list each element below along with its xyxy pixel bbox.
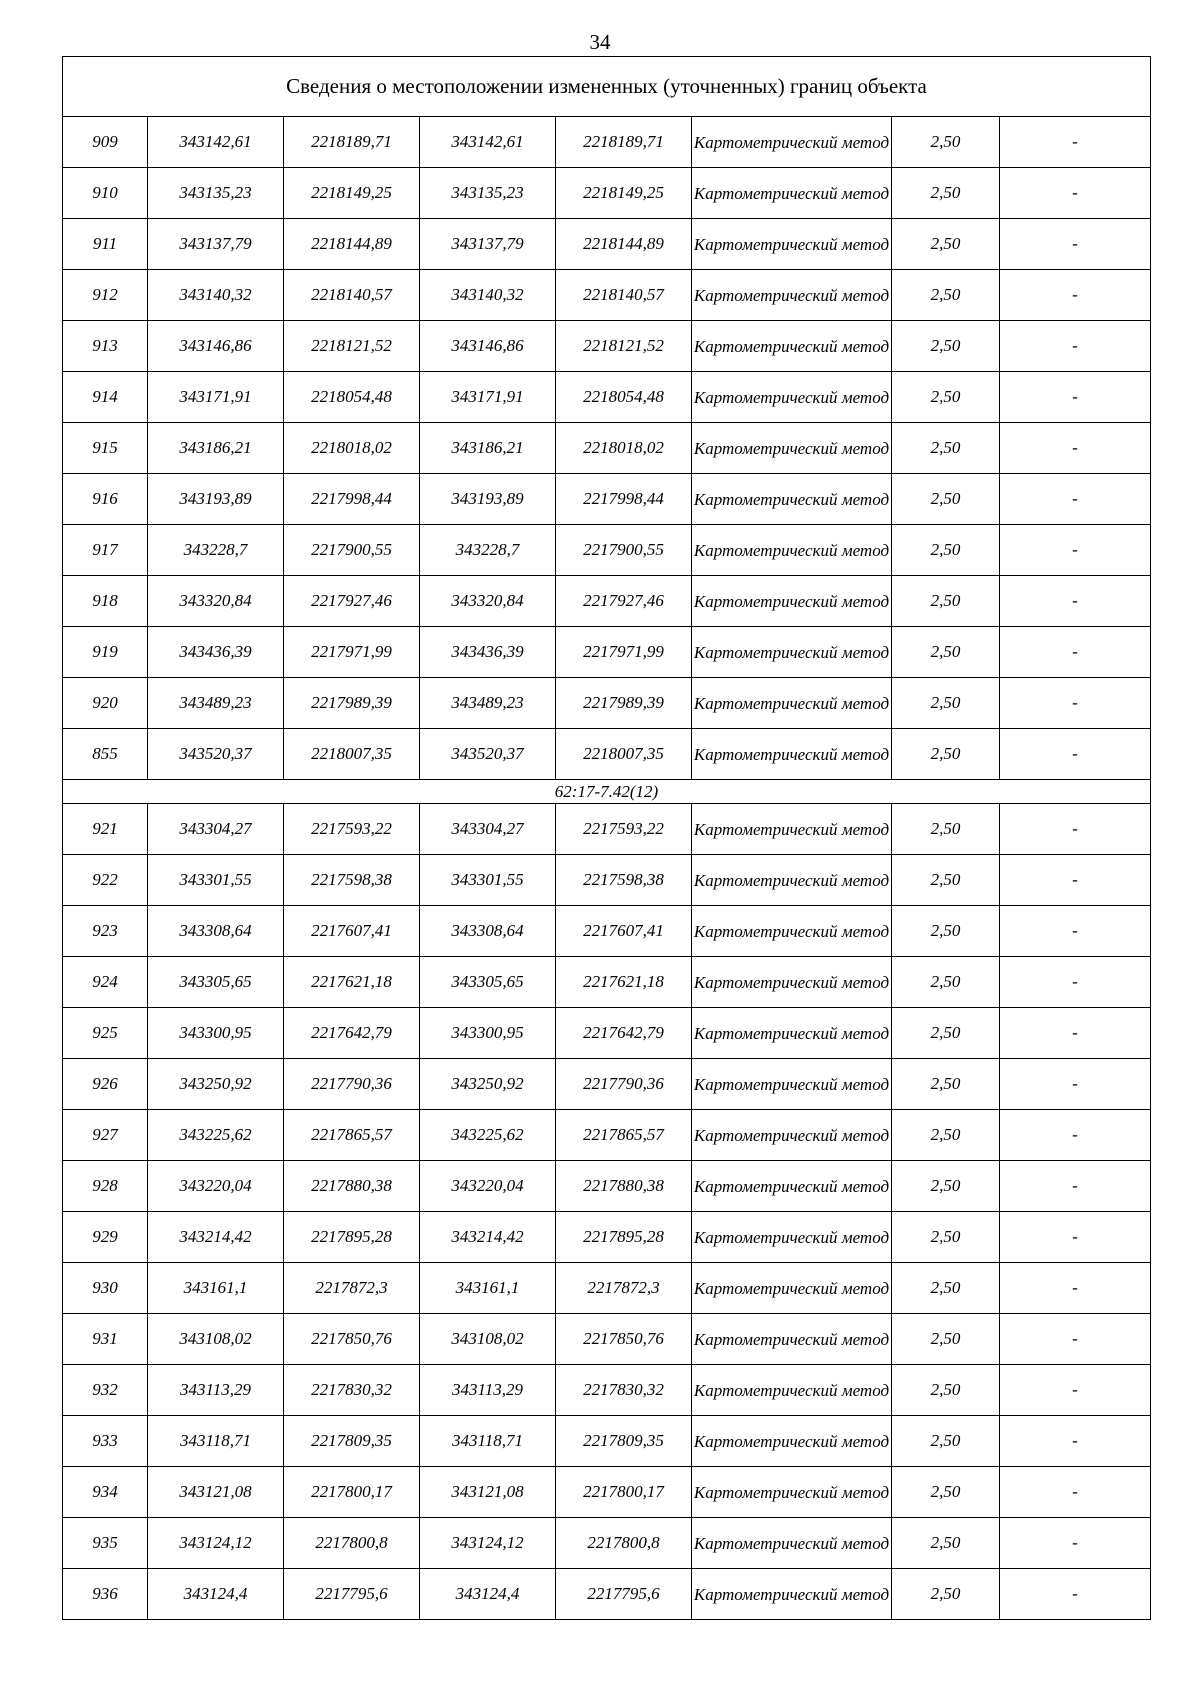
cell-point-number: 913 [63,321,148,372]
cell-description: - [1000,957,1151,1008]
cell-x-new: 343250,92 [420,1059,556,1110]
cell-y-new: 2217800,8 [556,1518,692,1569]
table-row [63,270,1151,321]
cell-accuracy: 2,50 [892,576,1000,627]
cell-y-new: 2217809,35 [556,1416,692,1467]
cell-y-new: 2218140,57 [556,270,692,321]
cell-accuracy: 2,50 [892,474,1000,525]
cell-x-existing: 343304,27 [148,804,284,855]
cell-x-existing: 343301,55 [148,855,284,906]
cell-x-new: 343436,39 [420,627,556,678]
cell-y-new: 2218121,52 [556,321,692,372]
cell-point-number: 933 [63,1416,148,1467]
cell-description: - [1000,474,1151,525]
cell-y-existing: 2218189,71 [284,117,420,168]
cell-method: Картометрический метод [692,1416,892,1467]
cell-point-number: 935 [63,1518,148,1569]
cell-accuracy: 2,50 [892,1161,1000,1212]
cell-point-number: 926 [63,1059,148,1110]
cell-method: Картометрический метод [692,372,892,423]
cell-x-new: 343121,08 [420,1467,556,1518]
cell-method: Картометрический метод [692,1569,892,1620]
cell-accuracy: 2,50 [892,372,1000,423]
cell-y-existing: 2217895,28 [284,1212,420,1263]
cell-description: - [1000,321,1151,372]
cell-y-new: 2217607,41 [556,906,692,957]
cell-y-new: 2218189,71 [556,117,692,168]
cell-x-existing: 343140,32 [148,270,284,321]
cell-point-number: 929 [63,1212,148,1263]
table-row [63,372,1151,423]
cell-x-existing: 343137,79 [148,219,284,270]
cell-y-existing: 2218149,25 [284,168,420,219]
cell-point-number: 932 [63,1365,148,1416]
cell-y-existing: 2217795,6 [284,1569,420,1620]
cell-description: - [1000,168,1151,219]
cell-x-existing: 343108,02 [148,1314,284,1365]
cell-y-existing: 2217598,38 [284,855,420,906]
cell-method: Картометрический метод [692,270,892,321]
cell-y-new: 2217989,39 [556,678,692,729]
cell-point-number: 911 [63,219,148,270]
cell-x-new: 343193,89 [420,474,556,525]
cell-x-new: 343225,62 [420,1110,556,1161]
cell-accuracy: 2,50 [892,168,1000,219]
cell-accuracy: 2,50 [892,957,1000,1008]
cell-x-new: 343186,21 [420,423,556,474]
table-row [63,729,1151,780]
cell-accuracy: 2,50 [892,270,1000,321]
cell-x-new: 343135,23 [420,168,556,219]
cell-x-existing: 343308,64 [148,906,284,957]
cell-x-new: 343520,37 [420,729,556,780]
cell-point-number: 917 [63,525,148,576]
cell-y-new: 2218054,48 [556,372,692,423]
cell-description: - [1000,576,1151,627]
cell-description: - [1000,423,1151,474]
cell-accuracy: 2,50 [892,1518,1000,1569]
cell-point-number: 925 [63,1008,148,1059]
table-title-row [63,57,1151,117]
cell-x-new: 343113,29 [420,1365,556,1416]
cell-y-existing: 2217998,44 [284,474,420,525]
cell-description: - [1000,1569,1151,1620]
cell-point-number: 915 [63,423,148,474]
cell-description: - [1000,1110,1151,1161]
cell-y-existing: 2217593,22 [284,804,420,855]
table-row [63,678,1151,729]
cell-accuracy: 2,50 [892,729,1000,780]
cell-point-number: 921 [63,804,148,855]
cell-x-new: 343171,91 [420,372,556,423]
cell-method: Картометрический метод [692,1059,892,1110]
cell-x-new: 343140,32 [420,270,556,321]
table-title: Сведения о местоположении измененных (уточненных) границ объекта [63,57,1151,117]
table-row [63,117,1151,168]
cell-x-existing: 343305,65 [148,957,284,1008]
cell-x-new: 343124,4 [420,1569,556,1620]
cell-x-existing: 343220,04 [148,1161,284,1212]
cell-point-number: 923 [63,906,148,957]
cell-description: - [1000,729,1151,780]
cell-y-existing: 2217880,38 [284,1161,420,1212]
cell-y-existing: 2217800,17 [284,1467,420,1518]
cell-method: Картометрический метод [692,576,892,627]
cell-y-existing: 2217642,79 [284,1008,420,1059]
cell-accuracy: 2,50 [892,804,1000,855]
cell-method: Картометрический метод [692,525,892,576]
cell-y-existing: 2217900,55 [284,525,420,576]
cell-y-new: 2217642,79 [556,1008,692,1059]
cell-y-existing: 2217872,3 [284,1263,420,1314]
cell-y-new: 2217621,18 [556,957,692,1008]
cell-y-new: 2217872,3 [556,1263,692,1314]
cell-point-number: 930 [63,1263,148,1314]
cell-method: Картометрический метод [692,957,892,1008]
cell-x-existing: 343146,86 [148,321,284,372]
cell-point-number: 910 [63,168,148,219]
cell-x-existing: 343113,29 [148,1365,284,1416]
cell-x-existing: 343320,84 [148,576,284,627]
cell-description: - [1000,219,1151,270]
cell-y-existing: 2218144,89 [284,219,420,270]
table-row [63,1059,1151,1110]
cell-method: Картометрический метод [692,1263,892,1314]
cell-y-existing: 2217971,99 [284,627,420,678]
cell-method: Картометрический метод [692,219,892,270]
cell-x-new: 343142,61 [420,117,556,168]
cell-description: - [1000,627,1151,678]
cell-description: - [1000,1059,1151,1110]
cell-x-existing: 343142,61 [148,117,284,168]
cell-description: - [1000,372,1151,423]
cell-y-new: 2217998,44 [556,474,692,525]
cell-x-new: 343304,27 [420,804,556,855]
cell-method: Картометрический метод [692,1467,892,1518]
cell-x-existing: 343124,4 [148,1569,284,1620]
table-row [63,321,1151,372]
table-row [63,1416,1151,1467]
cell-point-number: 919 [63,627,148,678]
cell-method: Картометрический метод [692,1518,892,1569]
cell-y-existing: 2217830,32 [284,1365,420,1416]
cell-point-number: 928 [63,1161,148,1212]
cell-method: Картометрический метод [692,627,892,678]
cell-point-number: 920 [63,678,148,729]
cell-y-existing: 2217989,39 [284,678,420,729]
cell-method: Картометрический метод [692,474,892,525]
cell-y-new: 2218018,02 [556,423,692,474]
cell-x-new: 343489,23 [420,678,556,729]
page-number: 34 [589,30,611,54]
cell-point-number: 931 [63,1314,148,1365]
cell-description: - [1000,1008,1151,1059]
cell-y-new: 2218149,25 [556,168,692,219]
cell-point-number: 916 [63,474,148,525]
cell-accuracy: 2,50 [892,219,1000,270]
cell-x-new: 343320,84 [420,576,556,627]
table-row [63,423,1151,474]
table-row [63,1008,1151,1059]
cell-description: - [1000,804,1151,855]
cell-method: Картометрический метод [692,1212,892,1263]
cell-accuracy: 2,50 [892,423,1000,474]
cell-y-existing: 2218140,57 [284,270,420,321]
cell-x-existing: 343436,39 [148,627,284,678]
cell-method: Картометрический метод [692,321,892,372]
cell-description: - [1000,1416,1151,1467]
cell-y-existing: 2217607,41 [284,906,420,957]
cell-method: Картометрический метод [692,1161,892,1212]
table-row [63,1110,1151,1161]
cell-description: - [1000,117,1151,168]
table-row [63,627,1151,678]
cell-y-existing: 2217850,76 [284,1314,420,1365]
cell-method: Картометрический метод [692,678,892,729]
cell-description: - [1000,678,1151,729]
cell-x-existing: 343300,95 [148,1008,284,1059]
cell-y-new: 2217830,32 [556,1365,692,1416]
cell-x-new: 343161,1 [420,1263,556,1314]
cell-x-existing: 343489,23 [148,678,284,729]
cell-description: - [1000,1365,1151,1416]
cell-accuracy: 2,50 [892,1263,1000,1314]
cell-accuracy: 2,50 [892,627,1000,678]
cell-x-existing: 343228,7 [148,525,284,576]
table-row [63,1467,1151,1518]
cell-method: Картометрический метод [692,117,892,168]
cell-point-number: 914 [63,372,148,423]
cell-description: - [1000,1518,1151,1569]
cell-description: - [1000,855,1151,906]
cell-x-existing: 343124,12 [148,1518,284,1569]
table-row [63,957,1151,1008]
cell-x-new: 343137,79 [420,219,556,270]
cell-y-new: 2217598,38 [556,855,692,906]
cell-x-new: 343124,12 [420,1518,556,1569]
table-row [63,168,1151,219]
cell-point-number: 924 [63,957,148,1008]
cell-x-existing: 343118,71 [148,1416,284,1467]
table-row [63,906,1151,957]
cell-x-existing: 343214,42 [148,1212,284,1263]
cell-x-new: 343220,04 [420,1161,556,1212]
cell-method: Картометрический метод [692,855,892,906]
cell-description: - [1000,1467,1151,1518]
cell-x-new: 343118,71 [420,1416,556,1467]
cell-x-existing: 343193,89 [148,474,284,525]
cell-x-new: 343228,7 [420,525,556,576]
cell-accuracy: 2,50 [892,855,1000,906]
table-body [63,57,1151,1620]
cell-y-existing: 2218018,02 [284,423,420,474]
cell-method: Картометрический метод [692,906,892,957]
coordinates-table [62,56,1151,1620]
cell-y-existing: 2217927,46 [284,576,420,627]
cell-accuracy: 2,50 [892,1569,1000,1620]
table-row [63,1161,1151,1212]
cell-y-new: 2218144,89 [556,219,692,270]
cell-x-new: 343108,02 [420,1314,556,1365]
cell-y-new: 2217795,6 [556,1569,692,1620]
table-row [63,219,1151,270]
cell-y-existing: 2217865,57 [284,1110,420,1161]
cell-method: Картометрический метод [692,423,892,474]
table-row [63,1212,1151,1263]
cell-accuracy: 2,50 [892,1416,1000,1467]
table-row [63,1365,1151,1416]
cell-y-existing: 2218054,48 [284,372,420,423]
cell-x-existing: 343520,37 [148,729,284,780]
cell-y-new: 2217850,76 [556,1314,692,1365]
cell-point-number: 927 [63,1110,148,1161]
cell-y-existing: 2217790,36 [284,1059,420,1110]
cell-description: - [1000,525,1151,576]
cell-method: Картометрический метод [692,1008,892,1059]
cell-x-new: 343146,86 [420,321,556,372]
table-row [63,525,1151,576]
cell-y-new: 2218007,35 [556,729,692,780]
cell-x-existing: 343225,62 [148,1110,284,1161]
cell-description: - [1000,1314,1151,1365]
cell-point-number: 922 [63,855,148,906]
table-row [63,1263,1151,1314]
table-row [63,1314,1151,1365]
cell-accuracy: 2,50 [892,906,1000,957]
table-row [63,1569,1151,1620]
cell-accuracy: 2,50 [892,321,1000,372]
table-row [63,804,1151,855]
table-row [63,576,1151,627]
cell-x-new: 343308,64 [420,906,556,957]
cell-x-existing: 343171,91 [148,372,284,423]
cell-y-new: 2217790,36 [556,1059,692,1110]
cell-y-existing: 2217800,8 [284,1518,420,1569]
cell-x-new: 343305,65 [420,957,556,1008]
cell-y-new: 2217880,38 [556,1161,692,1212]
cell-y-new: 2217971,99 [556,627,692,678]
cell-x-existing: 343121,08 [148,1467,284,1518]
cell-point-number: 936 [63,1569,148,1620]
cell-y-new: 2217900,55 [556,525,692,576]
cell-y-new: 2217895,28 [556,1212,692,1263]
cell-point-number: 934 [63,1467,148,1518]
cell-description: - [1000,1263,1151,1314]
cell-x-existing: 343250,92 [148,1059,284,1110]
cell-y-existing: 2218121,52 [284,321,420,372]
cell-accuracy: 2,50 [892,117,1000,168]
cell-accuracy: 2,50 [892,1314,1000,1365]
group-label: 62:17-7.42(12) [63,780,1151,804]
cell-accuracy: 2,50 [892,1467,1000,1518]
cell-y-new: 2217865,57 [556,1110,692,1161]
cell-y-existing: 2217809,35 [284,1416,420,1467]
group-header-row [63,780,1151,804]
table-row [63,474,1151,525]
table-row [63,855,1151,906]
cell-point-number: 912 [63,270,148,321]
cell-point-number: 909 [63,117,148,168]
cell-y-new: 2217593,22 [556,804,692,855]
cell-method: Картометрический метод [692,729,892,780]
cell-x-new: 343301,55 [420,855,556,906]
cell-accuracy: 2,50 [892,678,1000,729]
cell-y-existing: 2218007,35 [284,729,420,780]
cell-y-new: 2217927,46 [556,576,692,627]
cell-description: - [1000,1212,1151,1263]
cell-accuracy: 2,50 [892,1212,1000,1263]
cell-x-new: 343300,95 [420,1008,556,1059]
cell-description: - [1000,270,1151,321]
cell-y-new: 2217800,17 [556,1467,692,1518]
cell-method: Картометрический метод [692,1110,892,1161]
cell-x-existing: 343161,1 [148,1263,284,1314]
cell-x-existing: 343135,23 [148,168,284,219]
cell-x-new: 343214,42 [420,1212,556,1263]
cell-method: Картометрический метод [692,1314,892,1365]
cell-point-number: 918 [63,576,148,627]
cell-method: Картометрический метод [692,168,892,219]
cell-description: - [1000,906,1151,957]
cell-y-existing: 2217621,18 [284,957,420,1008]
cell-accuracy: 2,50 [892,1008,1000,1059]
table-row [63,1518,1151,1569]
cell-x-existing: 343186,21 [148,423,284,474]
cell-accuracy: 2,50 [892,1110,1000,1161]
cell-accuracy: 2,50 [892,1059,1000,1110]
cell-accuracy: 2,50 [892,525,1000,576]
cell-point-number: 855 [63,729,148,780]
cell-method: Картометрический метод [692,804,892,855]
cell-method: Картометрический метод [692,1365,892,1416]
cell-description: - [1000,1161,1151,1212]
cell-accuracy: 2,50 [892,1365,1000,1416]
